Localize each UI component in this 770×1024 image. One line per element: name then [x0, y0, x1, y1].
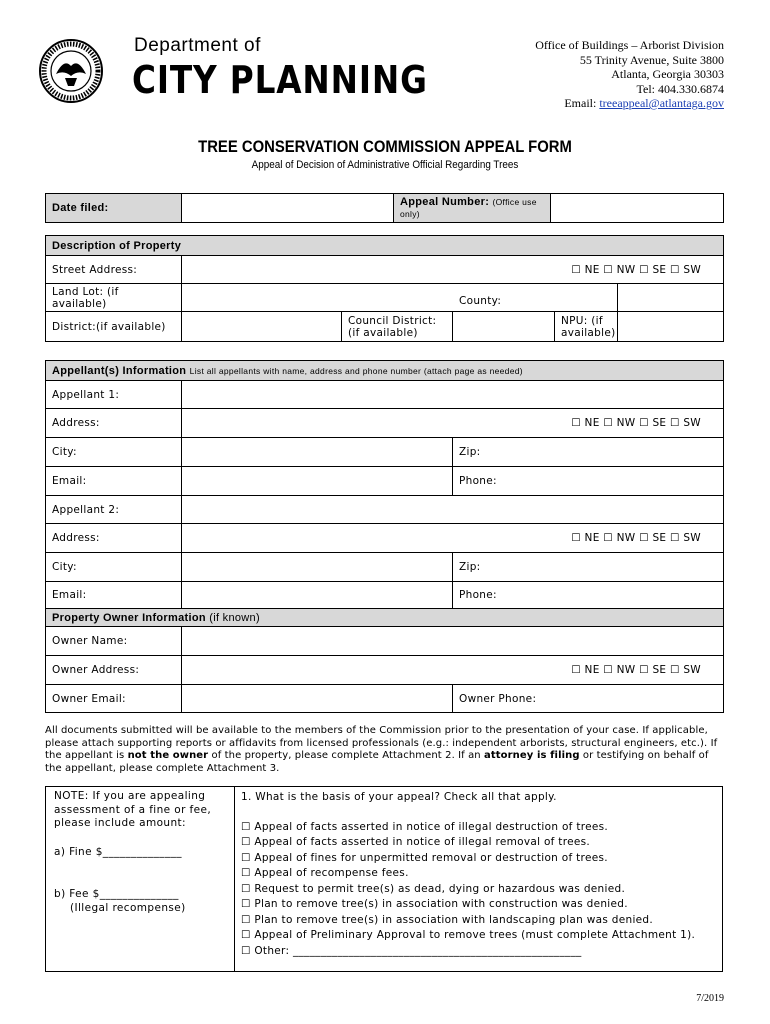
notice-text-3: or testifying on behalf of the appellant, please complete Attachment 3.	[45, 750, 709, 774]
notice-bold-attorney: attorney is filing	[484, 750, 580, 761]
office-line: Tel: 404.330.6874	[636, 81, 724, 96]
basis-option[interactable]: ☐ Plan to remove tree(s) in association with construction was denied.	[241, 898, 628, 910]
basis-option[interactable]: ☐ Plan to remove tree(s) in association with landscaping plan was denied.	[241, 913, 654, 926]
appellant-section-note: List all appellants with name, address and phone number (attach page as needed)	[189, 365, 523, 376]
owner-phone-field[interactable]	[453, 685, 724, 713]
department-name: CITY PLANNING	[132, 58, 428, 102]
office-address	[535, 38, 724, 111]
npu-field[interactable]	[618, 312, 724, 342]
owner-address-field[interactable]	[182, 656, 724, 685]
street-direction-checkboxes[interactable]: ☐ NE ☐ NW ☐ SE ☐ SW	[571, 263, 702, 276]
basis-option[interactable]: ☐ Appeal of recompense fees.	[241, 867, 409, 879]
appellant1-field[interactable]	[182, 381, 724, 409]
note-line: NOTE: If you are appealing	[54, 790, 206, 802]
appellant2-phone-field[interactable]	[453, 582, 724, 609]
owner-phone-label: Owner Phone:	[459, 692, 537, 705]
appellant-section-header	[46, 361, 724, 381]
date-filed-field[interactable]	[182, 194, 394, 223]
owner-email-label: Owner Email:	[46, 685, 182, 713]
office-line: 55 Trinity Avenue, Suite 3800	[579, 52, 724, 67]
basis-option-other[interactable]: ☐ Other: ____________________________________________________	[241, 944, 582, 957]
basis-option[interactable]: ☐ Appeal of facts asserted in notice of illegal removal of trees.	[241, 836, 591, 848]
appellant1-city-label: City:	[46, 438, 182, 467]
county-label: County:	[459, 295, 502, 307]
revision-date: 7/2019	[696, 993, 724, 1004]
appellant1-email-field[interactable]	[182, 467, 453, 496]
appellant1-direction-checkboxes[interactable]: ☐ NE ☐ NW ☐ SE ☐ SW	[571, 417, 701, 429]
email-link[interactable]: treeappeal@atlantaga.gov	[599, 96, 724, 110]
appellant2-field[interactable]	[182, 496, 724, 524]
appellant2-phone-label: Phone:	[459, 589, 497, 601]
appellant2-city-label: City:	[46, 553, 182, 582]
city-seal-icon	[38, 38, 104, 104]
appellant1-phone-field[interactable]	[453, 467, 724, 496]
owner-section-title: Property Owner Information	[52, 611, 206, 624]
appellant1-label: Appellant 1:	[46, 381, 182, 409]
email-label: Email:	[564, 96, 600, 110]
notice-text-2: of the property, please complete Attachment 2. If an	[208, 750, 485, 761]
appellant-table	[45, 360, 724, 713]
land-lot-field[interactable]	[182, 284, 618, 312]
appellant2-email-label: Email:	[46, 582, 182, 609]
council-district-field[interactable]	[453, 312, 555, 342]
basis-option[interactable]: ☐ Request to permit tree(s) as dead, dying or hazardous was denied.	[241, 882, 626, 895]
land-lot-label: Land Lot: (if available)	[46, 284, 182, 312]
department-label: Department of	[134, 35, 261, 56]
district-field[interactable]	[182, 312, 342, 342]
street-address-field[interactable]	[182, 256, 724, 284]
basis-option[interactable]: ☐ Appeal of facts asserted in notice of illegal destruction of trees.	[241, 820, 609, 833]
owner-address-label: Owner Address:	[46, 656, 182, 685]
appellant1-address-label: Address:	[46, 409, 182, 438]
office-email-line	[535, 96, 724, 111]
owner-email-field[interactable]	[182, 685, 453, 713]
date-table	[45, 193, 724, 223]
note-line: assessment of a fine or fee,	[54, 803, 212, 816]
street-address-label: Street Address:	[46, 256, 182, 284]
note-line: please include amount:	[54, 817, 186, 829]
appellant1-email-label: Email:	[46, 467, 182, 496]
county-field[interactable]	[618, 284, 724, 312]
npu-label: NPU: (if available)	[555, 312, 618, 342]
fine-note-box	[45, 786, 235, 972]
basis-option[interactable]: ☐ Appeal of fines for unpermitted removal or destruction of trees.	[241, 851, 608, 864]
appeal-basis-box	[233, 786, 723, 972]
appellant2-email-field[interactable]	[182, 582, 453, 609]
district-label: District:(if available)	[46, 312, 182, 342]
appellant2-city-field[interactable]	[182, 553, 453, 582]
office-line: Office of Buildings – Arborist Division	[535, 38, 724, 52]
form-subtitle: Appeal of Decision of Administrative Official Regarding Trees	[251, 159, 519, 171]
notice-bold-not-owner: not the owner	[127, 750, 209, 761]
fee-note: (Illegal recompense)	[70, 901, 186, 914]
fee-amount-field[interactable]: b) Fee $______________	[54, 888, 179, 900]
owner-name-label: Owner Name:	[46, 627, 182, 656]
owner-section-header	[46, 609, 724, 627]
owner-section-note: (if known)	[209, 611, 260, 624]
owner-name-field[interactable]	[182, 627, 724, 656]
council-district-label: Council District: (if available)	[342, 312, 453, 342]
property-section-header: Description of Property	[46, 236, 724, 256]
basis-question: 1. What is the basis of your appeal? Check all that apply.	[241, 791, 557, 803]
form-title: TREE CONSERVATION COMMISSION APPEAL FORM	[198, 138, 572, 156]
appellant1-phone-label: Phone:	[459, 475, 497, 487]
appellant2-label: Appellant 2:	[46, 496, 182, 524]
office-line: Atlanta, Georgia 30303	[611, 67, 724, 81]
appellant-section-title: Appellant(s) Information	[52, 364, 187, 377]
office-use-note: (Office use only)	[400, 197, 537, 219]
appellant2-address-field[interactable]	[182, 524, 724, 553]
appeal-number-field[interactable]	[551, 194, 724, 223]
appellant2-zip-field[interactable]	[453, 553, 724, 582]
appellant2-address-label: Address:	[46, 524, 182, 553]
fine-amount-field[interactable]: a) Fine $______________	[54, 845, 182, 858]
appeal-number-text: Appeal Number:	[400, 196, 490, 208]
appellant2-direction-checkboxes[interactable]: ☐ NE ☐ NW ☐ SE ☐ SW	[571, 532, 701, 544]
basis-option[interactable]: ☐ Appeal of Preliminary Approval to remove trees (must complete Attachment 1).	[241, 929, 696, 941]
appellant1-address-field[interactable]	[182, 409, 724, 438]
appellant1-city-field[interactable]	[182, 438, 453, 467]
appellant2-zip-label: Zip:	[459, 561, 481, 573]
appellant1-zip-label: Zip:	[459, 446, 481, 458]
date-filed-label: Date filed:	[46, 194, 182, 223]
appeal-number-label	[394, 194, 551, 223]
appellant1-zip-field[interactable]	[453, 438, 724, 467]
owner-direction-checkboxes[interactable]: ☐ NE ☐ NW ☐ SE ☐ SW	[571, 664, 701, 676]
property-table	[45, 235, 724, 342]
submission-notice	[45, 725, 725, 775]
notice-text-1: All documents submitted will be available to the members of the Commission prior to the presentation of your case. If applicable, please attach supporting reports or affidavits from licensed professionals (e.g.: independent arborists, structural engineers, etc.). If the appellant is	[45, 725, 718, 761]
